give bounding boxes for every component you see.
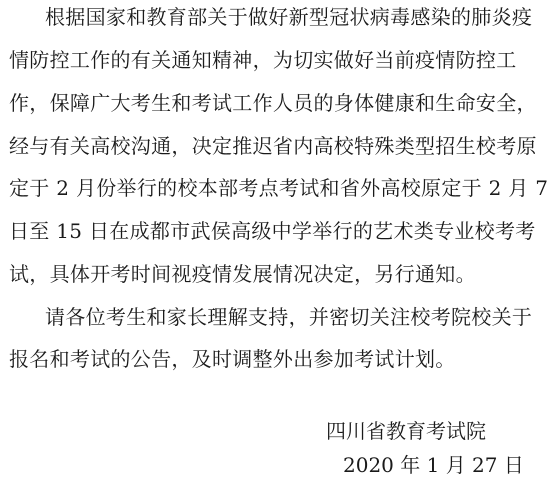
issuer-signature: 四川省教育考试院 bbox=[326, 419, 486, 443]
paragraph-1-line-5: 定于 2 月份举行的校本部考点考试和省外高校原定于 2 月 7 bbox=[9, 176, 549, 200]
paragraph-2-line-1: 请各位考生和家长理解支持，并密切关注校考院校关于 bbox=[45, 305, 533, 329]
paragraph-2-line-2: 报名和考试的公告，及时调整外出参加考试计划。 bbox=[9, 347, 456, 371]
paragraph-1-line-6: 日至 15 日在成都市武侯高级中学举行的艺术类专业校考考 bbox=[9, 219, 536, 243]
paragraph-1-line-4: 经与有关高校沟通，决定推迟省内高校特殊类型招生校考原 bbox=[9, 134, 537, 158]
issue-date: 2020 年 1 月 27 日 bbox=[343, 453, 524, 477]
paragraph-1-line-1: 根据国家和教育部关于做好新型冠状病毒感染的肺炎疫 bbox=[45, 5, 533, 29]
paragraph-1-line-7: 试，具体开考时间视疫情发展情况决定，另行通知。 bbox=[9, 262, 476, 286]
paragraph-1-line-2: 情防控工作的有关通知精神，为切实做好当前疫情防控工 bbox=[9, 48, 517, 72]
paragraph-1-line-3: 作，保障广大考生和考试工作人员的身体健康和生命安全， bbox=[9, 91, 537, 115]
